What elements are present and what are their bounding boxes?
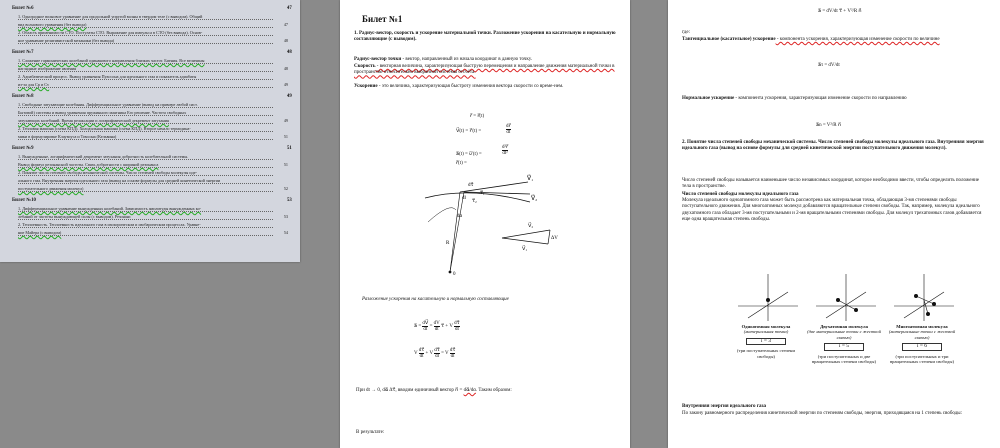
toc-item-text: лебаний от частоты вынуждающей силы (с выводом). Резонанс: [18, 214, 273, 220]
toc-item[interactable]: [18, 74, 288, 80]
toc-item-text: Вывод формул резонансной частоты. Связь добротности с шириной резонанса: [18, 162, 273, 168]
triangle-dv: [548, 230, 550, 244]
toc-item[interactable]: [18, 214, 288, 220]
atom-3a: [914, 294, 918, 298]
result-label: В результате:: [356, 430, 385, 435]
toc-item[interactable]: [18, 206, 288, 212]
toc-item-text: 2. Адиабатический процесс. Вывод уравнения Пуассона для идеального газа и показатель адиабаты: [18, 74, 273, 80]
toc-item[interactable]: [18, 126, 288, 132]
label-dalpha: dα: [457, 214, 463, 219]
toc-item-page: 51: [283, 134, 288, 139]
toc-item[interactable]: [18, 186, 288, 192]
molecule-title: Многоатомная молекула: [896, 324, 948, 329]
dof-molecule-heading: Число степеней свободы молекулы идеального газа: [682, 192, 799, 197]
tangential-definition: [682, 37, 982, 43]
toc-item-text: 1. Свободные затухающие колебания. Дифференциальное уравнение (вывод на примере любой сист.: [18, 102, 273, 108]
center-point: [449, 271, 452, 274]
toc-page: [0, 0, 300, 262]
toc-item[interactable]: [18, 22, 288, 28]
angle-arc: [428, 208, 456, 222]
toc-item-text: 1. Однородное волновое уравнение для продольной упругой волны в твердом теле (с выводом). Общий: [18, 14, 273, 20]
radius-vector-definition: [354, 57, 616, 63]
label-o: 0: [453, 272, 456, 277]
acceleration-term: Ускорение: [354, 84, 378, 89]
molecules-figure: [728, 266, 964, 388]
dof-definition: Число степеней свободы называется наименьшее число независимых координат, которое необходимо ввести, чтобы определить положение тела в пространстве.: [682, 178, 980, 190]
molecule-desc: (три поступательных и две вращательных степени свободы): [812, 353, 876, 365]
atom-2b: [854, 308, 858, 312]
formula-r-t: r⃗(t) =: [456, 161, 467, 166]
molecule-title: Одноатомная молекула: [741, 324, 791, 329]
toc-item-page: 48: [283, 66, 288, 71]
label-tri-v1: V⃗₁: [522, 247, 528, 252]
label-tau1: τ⃗₁: [480, 191, 485, 196]
toc-item-page: 49: [283, 82, 288, 87]
toc-item[interactable]: [18, 170, 288, 176]
toc-item[interactable]: [18, 110, 288, 116]
molecule-desc: (три поступательных и три вращательных степени свободы): [890, 353, 954, 365]
molecule-i: i = 6: [902, 343, 942, 350]
normal-term: Нормальное ускорение: [682, 96, 735, 101]
page-title: Билет №1: [362, 14, 403, 24]
toc-item-text: 2. Понятие числа степеней свободы механической системы. Число степеней свободы молекулы иде-: [18, 170, 273, 176]
acceleration-diagram: [410, 172, 560, 277]
label-tau2: τ⃗₂: [472, 199, 477, 204]
question-2-heading: 2. Понятие числа степеней свободы механической системы. Число степеней свободы молекулы идеального газа. Внутренняя энергия идеального газа (вывод на основе формулы для средней кинетической энергии поступательного движения молекул).: [682, 140, 984, 152]
dof-molecule-text: Молекула идеального одноатомного газа может быть рассмотрена как материальная точка, обладающая 3-мя степенями свободы поступательного движения. Для многоатомных молекул добавляются вращательные степени свободы. Так, например, молекула идеального двухатомного газа обладает 3-мя поступательными и 2-мя вращательными степенями свободы. Для молекул трехатомных газов добавляется еще одна вращательная степень свободы.: [682, 198, 982, 223]
toc-ticket-title[interactable]: Билет №9 51: [12, 146, 292, 151]
toc-item-text: из-за для Cp и Cv: [18, 82, 273, 88]
toc-item[interactable]: [18, 30, 288, 36]
toc-item-page: 53: [283, 214, 288, 219]
atom-3b: [932, 302, 936, 306]
toc-item[interactable]: [18, 162, 288, 168]
diagram-caption: Разложение ускорения на касательную и нормальную составляющие: [362, 297, 509, 302]
toc-item-text: 1. Сложение гармонических колебаний одинакового направления близких частот. Биения. Все величины: [18, 58, 273, 64]
toc-ticket-title[interactable]: Билет №6 47: [12, 6, 292, 11]
toc-item[interactable]: [18, 66, 288, 72]
molecule-column: [728, 324, 804, 359]
where-label: где:: [682, 30, 690, 35]
label-dtau: dτ⃗: [468, 183, 474, 188]
toc-item-text: 2. Тепловая машина (схема КПД). Холодильная машина (схема КПД). Второе начало термодина-: [18, 126, 273, 132]
label-v1: V⃗₁: [527, 176, 534, 182]
toc-item-text: ние Майера (с выводом): [18, 230, 273, 236]
toc-item[interactable]: [18, 14, 288, 20]
toc-item-text: затухающих колебаний. Время релаксации и логарифмический декремент затухания: [18, 118, 273, 124]
formula-decomposition: a⃗ = $\frac{dV⃗}{dt}$ = $\frac{dV}{dt}$ τ⃗ + V $\frac{d\tau⃗}{dt}$: [414, 320, 460, 332]
formula-v: V⃗(t) = r⃗'(t) =: [456, 129, 482, 134]
toc-ticket-title[interactable]: Билет №8 49: [12, 94, 292, 99]
molecule-sub: (материальные точки с жесткой связью): [888, 329, 956, 340]
document-page-2: [340, 0, 630, 448]
toc-item-text: мики в формулировке Клаузиуса и Томсона (Кельвина): [18, 134, 273, 140]
toc-item-text: ное уравнение релятивистской механики (без вывода): [18, 38, 273, 44]
toc-item[interactable]: [18, 82, 288, 88]
toc-ticket-title[interactable]: Билет №7 48: [12, 50, 292, 55]
toc-item[interactable]: [18, 38, 288, 44]
molecule-column: [806, 324, 882, 364]
question-1-heading: 1. Радиус-вектор, скорость и ускорение материальной точки. Разложение ускорения на касательную и нормальную составляющие (с выводом).: [354, 31, 616, 43]
toc-item[interactable]: [18, 222, 288, 228]
toc-item-page: 49: [283, 118, 288, 123]
speed-term: Скорость: [354, 64, 376, 69]
label-tri-v2: V⃗₂: [528, 224, 534, 229]
toc-item-text: 1. Дифференциальное уравнение вынужденных колебаний. Зависимость амплитуды вынужденных ко-: [18, 206, 273, 212]
radius-term: Радиус-вектор точки: [354, 57, 402, 62]
toc-ticket-title[interactable]: Билет №10 53: [12, 198, 292, 203]
molecule-desc: (три поступательных степени свободы): [737, 348, 795, 359]
formula-a: a⃗(t) = υ⃗'(t) =: [456, 152, 482, 157]
toc-item-page: 52: [283, 186, 288, 191]
atom-1: [766, 298, 770, 302]
toc-item-page: 51: [283, 162, 288, 167]
normal-text: - компонента ускорения, характеризующая изменение скорости по направлению: [734, 96, 907, 101]
toc-item[interactable]: [18, 58, 288, 64]
molecule-axes: [728, 266, 964, 326]
toc-item-text: 2. Область применимости СТО. Постулаты СТО. Выражение для импульса в СТО (без вывода). Основ-: [18, 30, 273, 36]
toc-item-text: ального газа. Внутренняя энергия идеального газа (вывод на основе формулы для средней кинетической энергии: [18, 178, 273, 184]
formula-total-acceleration: a⃗ = dV/dt τ⃗ + V²/R n⃗: [818, 9, 862, 14]
toc-item-text: 1. Вынужденные, логарифмический декремент затухания добротность колебательной системы.: [18, 154, 273, 160]
label-dl: dl: [462, 196, 466, 201]
formula-v-dtau: V $\frac{d\tau⃗}{dt}$ + V $\frac{d\tau⃗}{dl}$ = V $\frac{d\tau⃗}{dl}$: [414, 348, 456, 359]
label-dv: ΔV: [551, 236, 558, 241]
formula-a-fraction: d²r⃗ dt²: [502, 145, 509, 156]
molecule-column: [884, 324, 960, 364]
toc-item-text: вид волнового уравнения (без вывода): [18, 22, 273, 28]
speed-definition: [354, 64, 616, 77]
toc-item[interactable]: [18, 154, 288, 160]
formula-at: a⃗τ = dV/dt: [818, 63, 840, 68]
energy-heading: Внутренняя энергия идеального газа: [682, 404, 766, 409]
tangential-term: Тангенциальное (касательное) ускорение: [682, 37, 776, 42]
toc-item[interactable]: [18, 134, 288, 140]
toc-item[interactable]: [18, 178, 288, 184]
atom-3c: [926, 312, 930, 316]
formula-an: a⃗n = V²/R n⃗: [816, 123, 842, 128]
trajectory-curve: [425, 193, 530, 202]
toc-item-page: 47: [283, 22, 288, 27]
toc-item[interactable]: [18, 230, 288, 236]
tangential-text: - компонента ускорения, характеризующая изменение скорости по величине: [775, 37, 940, 42]
limit-statement: При dt → 0, dα⃗ Δτ⃗, вводим единичный вектор n⃗ = dα⃗/dα. Таким образом:: [356, 388, 512, 393]
toc-item-text: 2. Теплоемкость. Теплоемкость идеального газа в изохорическом и изобарическом процессах. Уравне-: [18, 222, 273, 228]
normal-definition: [682, 96, 982, 102]
toc-item-text: поступательного движения молекул): [18, 186, 273, 192]
toc-item-page: 54: [283, 230, 288, 235]
atom-2a: [836, 298, 840, 302]
molecule-sub: (материальная точка): [743, 329, 789, 335]
molecule-i: i = 5: [824, 343, 864, 350]
acceleration-definition: [354, 84, 616, 90]
toc-item-page: 48: [283, 38, 288, 43]
label-v2: V⃗₂: [531, 196, 538, 202]
formula-v-fraction: dr⃗ dt: [506, 124, 511, 135]
toc-item[interactable]: [18, 118, 288, 124]
radius-line-1: [450, 192, 460, 272]
toc-item-text: наглядные изображение явления: [18, 66, 273, 72]
formula-r: r⃗ = r⃗(t): [470, 114, 485, 119]
radius-text: - вектор, направленный из начала координат в данную точку.: [401, 57, 533, 62]
triangle-v2: [502, 238, 548, 244]
toc-item-text: Бытовой) системы и вывод уравнения пружинного маятника Его решение. Частота свободных: [18, 110, 273, 116]
molecule-i: i = 3: [746, 338, 786, 345]
toc-item[interactable]: [18, 102, 288, 108]
radius-line-2: [450, 192, 464, 272]
energy-text: По закону равномерного распределения кинетической энергии по степеням свободы, энергия, приходящаяся на 1 степень свободы:: [682, 411, 963, 416]
speed-text: - векторная величина, характеризующая быструю перемещения и направление движения материальной точки в пространстве относительно выбранной системы отсчёта.: [354, 64, 615, 76]
label-r: R: [446, 241, 450, 246]
acceleration-text: - это величина, характеризующая быстроту изменения вектора скорости со време-нем.: [377, 84, 564, 89]
molecule-sub: (две материальные точки с жесткой связью): [807, 329, 881, 340]
document-page-3: [668, 0, 1000, 448]
molecule-title: Двухатомная молекула: [820, 324, 868, 329]
triangle-v1: [502, 230, 550, 238]
